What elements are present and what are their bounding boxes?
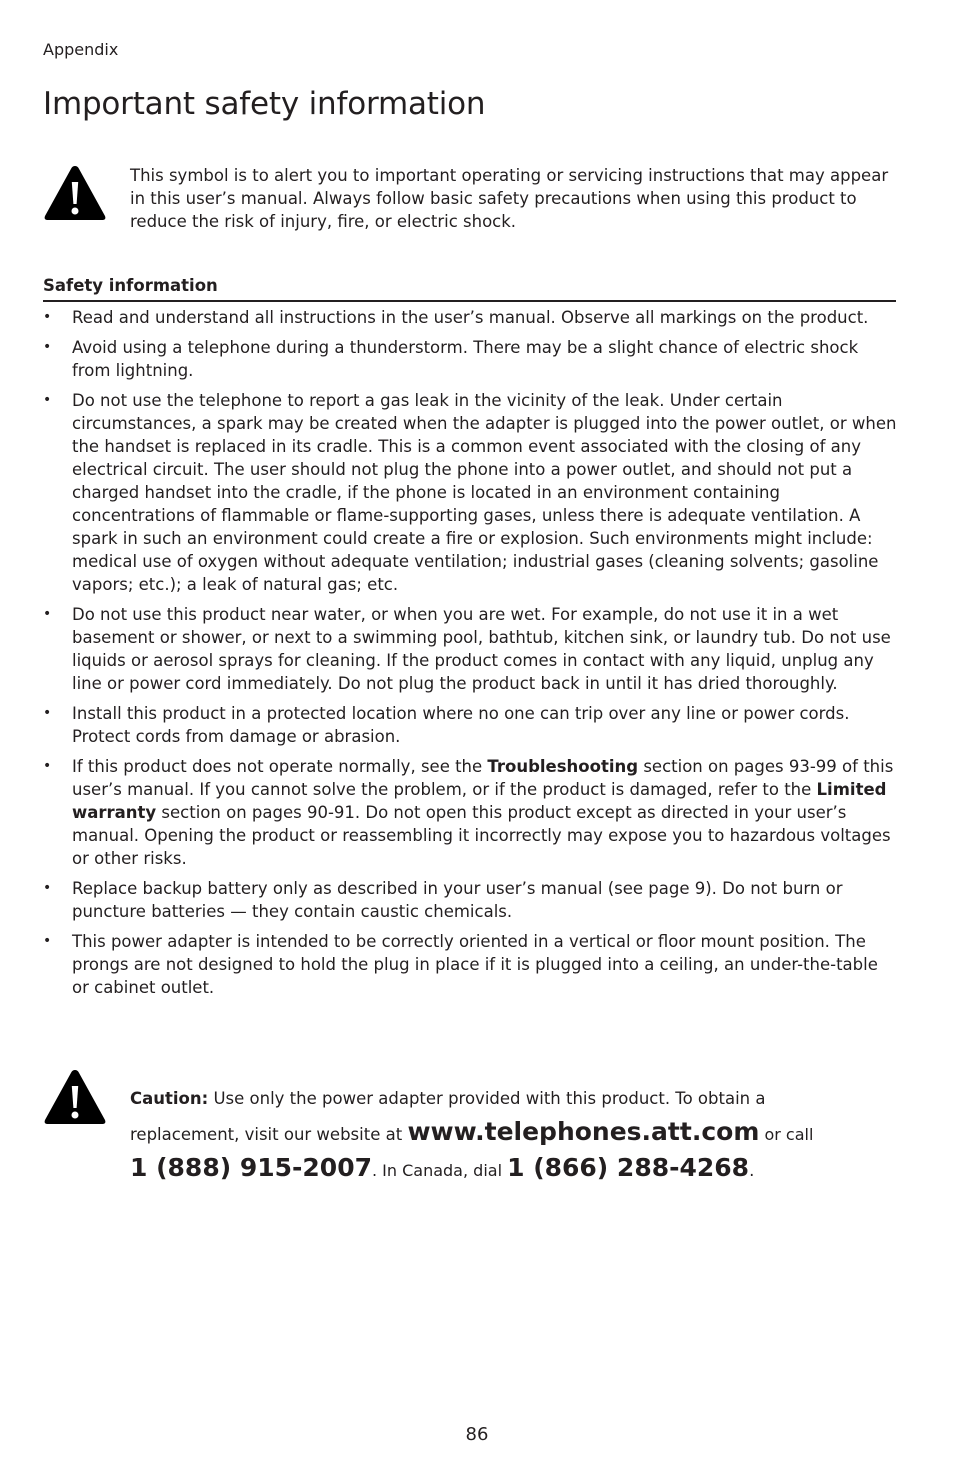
- caution-label: Caution:: [130, 1089, 209, 1108]
- list-item: [43, 930, 899, 999]
- bullet-icon: •: [43, 933, 52, 949]
- list-item: [43, 389, 899, 596]
- list-item-text: Do not use the telephone to report a gas leak in the vicinity of the leak. Under certain circumstances, a spark may be created when the adapter is plugged into the power outlet, or when the handset is replaced in its cradle. This is a common event associated with the closing of any electrical circuit. The user should not plug the phone into a power outlet, and should not put a charged handset into the cradle, if the phone is located in an environment containing concentrations of flammable or flame-supporting gases, unless there is adequate ventilation. A spark in such an environment could create a fire or explosion. Such environments might include: medical use of oxygen without adequate ventilation; industrial gases (cleaning solvents; gasoline vapors; etc.); a leak of natural gas; etc.: [72, 391, 897, 594]
- list-item-text: If this product does not operate normally, see the Troubleshooting section on pages 93-99 of this user’s manual. If you cannot solve the problem, or if the product is damaged, refer to the Limited warranty section on pages 90-91. Do not open this product except as directed in your user’s manual. Opening the product or reassembling it incorrectly may expose you to hazardous voltages or other risks.: [72, 757, 894, 868]
- safety-symbol-intro: This symbol is to alert you to important operating or servicing instructions that may appear in this user’s manual. Always follow basic safety precautions when using this product to reduce the risk of injury, fire, or electric shock.: [130, 166, 889, 231]
- list-item-text: This power adapter is intended to be correctly oriented in a vertical or floor mount position. The prongs are not designed to hold the plug in place if it is plugged into a ceiling, an under-the-table or cabinet outlet.: [72, 932, 878, 997]
- bullet-icon: •: [43, 758, 52, 774]
- bullet-icon: •: [43, 880, 52, 896]
- list-item: [43, 877, 899, 923]
- section-label: Appendix: [43, 40, 119, 59]
- safety-heading: Safety information: [43, 276, 218, 295]
- limited-warranty-ref: Limited warranty: [72, 780, 887, 822]
- troubleshooting-ref: Troubleshooting: [487, 757, 639, 776]
- list-item-text: Read and understand all instructions in the user’s manual. Observe all markings on the product.: [72, 308, 869, 327]
- heading-rule: [43, 300, 896, 302]
- bullet-icon: •: [43, 392, 52, 408]
- list-item-text: Do not use this product near water, or when you are wet. For example, do not use it in a wet basement or shower, or next to a swimming pool, bathtub, kitchen sink, or laundry tub. Do not use liquids or aerosol sprays for cleaning. If the product comes in contact with any liquid, unplug any line or power cord immediately. Do not plug the product back in until it has dried thoroughly.: [72, 605, 891, 693]
- list-item: [43, 755, 899, 870]
- list-item-text: Avoid using a telephone during a thunderstorm. There may be a slight chance of electric shock from lightning.: [72, 338, 859, 380]
- list-item: [43, 306, 899, 329]
- website-link[interactable]: www.telephones.att.com: [407, 1117, 760, 1146]
- caution-note: Caution: Use only the power adapter provided with this product. To obtain a replacement, visit our website at www.telephones.att.com or call 1 (888) 915-2007. In Canada, dial 1 (866) 288-4268.: [130, 1089, 814, 1182]
- bullet-icon: •: [43, 606, 52, 622]
- warning-triangle-icon: [43, 164, 107, 222]
- phone-canada: 1 (866) 288-4268: [507, 1153, 750, 1182]
- list-item-text: Replace backup battery only as described in your user’s manual (see page 9). Do not burn or puncture batteries — they contain caustic chemicals.: [72, 879, 843, 921]
- list-item: [43, 336, 899, 382]
- page-title: Important safety information: [43, 86, 486, 122]
- list-item: [43, 702, 899, 748]
- bullet-icon: •: [43, 705, 52, 721]
- bullet-icon: •: [43, 309, 52, 325]
- list-item: [43, 603, 899, 695]
- list-item-text: Install this product in a protected location where no one can trip over any line or power cords. Protect cords from damage or abrasion.: [72, 704, 850, 746]
- phone-us: 1 (888) 915-2007: [130, 1153, 372, 1182]
- page-number: 86: [465, 1424, 489, 1445]
- safety-list: [43, 306, 899, 1006]
- warning-triangle-icon: [43, 1068, 107, 1126]
- bullet-icon: •: [43, 339, 52, 355]
